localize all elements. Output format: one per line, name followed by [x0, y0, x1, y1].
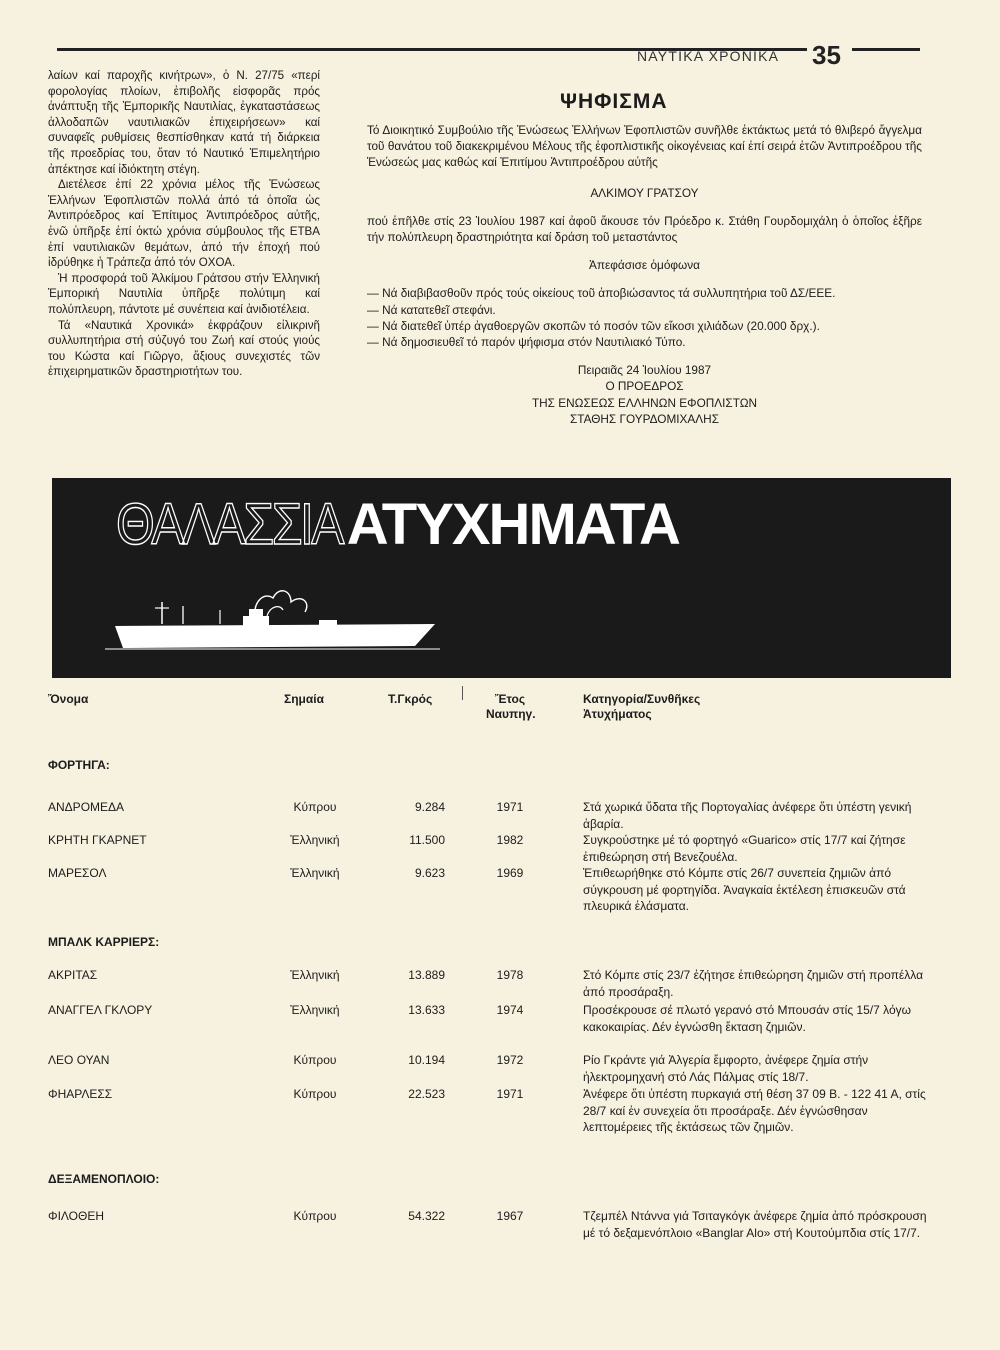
resolution-title: ΨΗΦΙΣΜΑ: [560, 90, 668, 113]
row-flag: Ἑλληνική: [290, 833, 340, 847]
row-description: Συγκρούστηκε μέ τό φορτηγό «Guarico» στίς 17/7 καί ζήτησε ἐπιθεώρηση στή Βενεζουέλα.: [583, 833, 906, 864]
row-name: ΜΑΡΕΣΟΛ: [48, 866, 107, 880]
divider: [462, 686, 463, 700]
row-grt: 13.889: [408, 968, 445, 982]
resolution-intro: Τό Διοικητικό Συμβούλιο τῆς Ἑνώσεως Ἑλλήνων Ἐφοπλιστῶν συνῆλθε ἐκτάκτως μετά τό θλιβερό ἄγγελμα τοῦ θανάτου τοῦ διακεκριμένου Μέλους τῆς ἐφοπλιστικῆς οἰκογένειας καί ἐπί σειρά ἐτῶν Ἀντιπροέδρου τῆς Ἑνώσεώς μας καθώς καί Ἐπιτίμου Ἀντιπροέδρου αὐτῆς: [367, 123, 922, 170]
col-header-category: Κατηγορία/Συνθῆκες: [583, 692, 701, 706]
row-flag: Κύπρου: [293, 1087, 337, 1101]
col-header-flag: Σημαία: [284, 692, 324, 706]
row-description: Ἀνέφερε ὅτι ὑπέστη πυρκαγιά στή θέση 37 09 Β. - 122 41 Α, στίς 28/7 καί ἐν συνεχεία ὅτι προσάραξε. Δέν ἐγνώσθησαν λεπτομέρειες τῆς ἐκτάσεως τῶν ζημιῶν.: [583, 1087, 926, 1134]
paragraph: Τά «Ναυτικά Χρονικά» ἐκφράζουν εἰλικρινῆ συλλυπητήρια στή σύζυγό του Ζωή καί στούς γιούς του Κώστα καί Γιῶργο, ἄξιους συνεχιστές τῶν ἐπιχειρηματικῶν δραστηριοτήτων του.: [48, 318, 320, 379]
left-column-article: [48, 68, 320, 380]
row-year: 1971: [496, 800, 524, 814]
col-header-year-line2: Ναυπηγ.: [486, 707, 536, 721]
row-year: 1982: [496, 833, 524, 847]
row-grt: 10.194: [408, 1053, 445, 1067]
row-year: 1967: [496, 1209, 524, 1223]
row-flag: Κύπρου: [293, 800, 337, 814]
magazine-title: ΝΑΥΤΙΚΑ ΧΡΟΝΙΚΑ: [637, 48, 780, 64]
row-name: ΦΗΑΡΛΕΣΣ: [48, 1087, 113, 1101]
row-grt: 13.633: [408, 1003, 445, 1017]
place-date: Πειραιᾶς 24 Ἰουλίου 1987: [577, 363, 712, 378]
row-name: ΛΕΟ ΟΥΑΝ: [48, 1053, 110, 1067]
row-year: 1971: [496, 1087, 524, 1101]
row-description: Τζεμπέλ Ντάννα γιά Τσιταγκόγκ ἀνέφερε ζημία ἀπό πρόσκρουση μέ τό δεξαμενόπλοιο «Banglar Alo» στή Κουτούμπδια στίς 17/7.: [583, 1209, 927, 1240]
row-name: ΑΝΔΡΟΜΕΔΑ: [48, 800, 125, 814]
page-number: 35: [812, 40, 841, 70]
category-heading: ΔΕΞΑΜΕΝΟΠΛΟΙΟ:: [48, 1172, 160, 1186]
resolution-body: [367, 122, 922, 427]
paragraph: Ἡ προσφορά τοῦ Ἀλκίμου Γράτσου στήν Ἑλληνική Ἐμπορική Ναυτιλία ὑπῆρξε πολύτιμη καί πολύπλευρη, πάντοτε μέ συνέπεια καί ἀνιδιοτέλεια.: [48, 271, 320, 316]
row-description: Στά χωρικά ὕδατα τῆς Πορτογαλίας ἀνέφερε ὅτι ὑπέστη γενική ἀβαρία.: [583, 800, 912, 831]
deceased-name: ΑΛΚΙΜΟΥ ΓΡΑΤΣΟΥ: [590, 185, 699, 200]
row-year: 1969: [496, 866, 524, 880]
row-flag: Ἑλληνική: [290, 968, 340, 982]
row-name: ΑΚΡΙΤΑΣ: [48, 968, 98, 982]
row-year: 1978: [496, 968, 524, 982]
signature-title: Ο ΠΡΟΕΔΡΟΣ: [605, 379, 684, 394]
row-grt: 9.623: [414, 866, 445, 880]
row-description: Προσέκρουσε σέ πλωτό γερανό στό Μπουσάν στίς 15/7 λόγω κακοκαιρίας. Δέν ἐγνώσθη ἔκταση ζημιῶν.: [583, 1003, 911, 1034]
resolution-decided: Ἀπεφάσισε ὁμόφωνα: [589, 258, 700, 273]
row-description: Ρίο Γκράντε γιά Ἀλγερία ἔμφορτο, ἀνέφερε ζημία στήν ἠλεκτρομηχανή στό Λάς Πάλμας στίς 18/7.: [583, 1053, 869, 1084]
row-grt: 54.322: [408, 1209, 445, 1223]
banner-heading: [116, 492, 679, 557]
header-rule-right: [852, 48, 920, 51]
row-year: 1974: [496, 1003, 524, 1017]
banner-word-bold: ΑΤΥΧΗΜΑΤΑ: [346, 492, 679, 557]
row-flag: Ἑλληνική: [290, 866, 340, 880]
signature-name: ΣΤΑΘΗΣ ΓΟΥΡΔΟΜΙΧΑΛΗΣ: [569, 411, 719, 426]
paragraph: Διετέλεσε ἐπί 22 χρόνια μέλος τῆς Ἑνώσεως Ἑλλήνων Ἐφοπλιστῶν πολλά ἀπό τά ὁποῖα ὡς Ἀντιπρόεδρος καί Ἐπίτιμος Ἀντιπρόεδρος αὐτῆς, ἐνῶ ὑπῆρξε ἐπί ὀκτώ χρόνια σύμβουλος τῆς ΕΤΒΑ ἐπί ναυτιλιακῶν θεμάτων, ἀπό τήν ἐποχή πού ἱδρύθηκε ἡ Τράπεζα ἀπό τόν ΟΧΟΑ.: [48, 178, 320, 270]
row-description: Στό Κόμπε στίς 23/7 ἐζήτησε ἐπιθεώρηση ζημιῶν στή προπέλλα ἀπό προσάραξη.: [583, 968, 924, 999]
row-flag: Ἑλληνική: [290, 1003, 340, 1017]
decision-item: — Νά διατεθεῖ ὑπέρ ἀγαθοεργῶν σκοπῶν τό ποσόν τῶν εἴκοσι χιλιάδων (20.000 δρχ.).: [367, 318, 820, 333]
decision-item: — Νά δημοσιευθεῖ τό παρόν ψήφισμα στόν Ναυτιλιακό Τύπο.: [367, 335, 686, 350]
row-name: ΦΙΛΟΘΕΗ: [48, 1209, 105, 1223]
col-header-grt: Τ.Γκρός: [388, 692, 433, 706]
row-description: Ἐπιθεωρήθηκε στό Κόμπε στίς 26/7 συνεπεία ζημιῶν ἀπό σύγκρουση μέ φορτηγίδα. Ἀναγκαία ἐκτέλεση ἐπισκευῶν στά πλευρικά ἐλάσματα.: [583, 866, 906, 913]
paragraph: λαίων καί παροχῆς κινήτρων», ὁ Ν. 27/75 «περί φορολογίας πλοίων, ἐπιβολῆς εἰσφορᾶς πρός ἀνάπτυξη τῆς Ἐμπορικῆς Ναυτιλίας, ἐγκαταστάσεως ἀλλοδαπῶν ναυτιλιακῶν ἐπιχειρήσεων» καί συναφεῖς ρυθμίσεις θεσπίσθηκαν κατά τή διάρκεια τῆς προεδρίας του, ὅταν τό Ναυτικό Ἐπιμελητήριο ἀπέκτησε καί ἰδιόκτητη στέγη.: [48, 69, 320, 176]
ship-illustration-icon: [105, 580, 440, 655]
row-year: 1972: [496, 1053, 524, 1067]
category-heading: ΜΠΑΛΚ ΚΑΡΡΙΕΡΣ:: [48, 935, 160, 949]
category-heading: ΦΟΡΤΗΓΑ:: [48, 758, 110, 772]
row-grt: 22.523: [408, 1087, 445, 1101]
resolution-death: πού ἐπῆλθε στίς 23 Ἰουλίου 1987 καί ἀφοῦ ἄκουσε τόν Πρόεδρο κ. Στάθη Γουρδομιχάλη ὁ ὁποῖος ἐξῆρε τήν πολύπλευρη δραστηριότητα καί δράση τοῦ μεταστάντος: [367, 213, 922, 245]
row-grt: 11.500: [409, 833, 445, 847]
decision-item: — Νά διαβιβασθοῦν πρός τούς οἰκείους τοῦ ἀποβιώσαντος τά συλλυπητήρια τοῦ ΔΣ/ΕΕΕ.: [367, 286, 836, 301]
row-grt: 9.284: [414, 800, 445, 814]
row-name: ΚΡΗΤΗ ΓΚΑΡΝΕΤ: [48, 833, 147, 847]
row-flag: Κύπρου: [293, 1209, 337, 1223]
col-header-year: Ἔτος: [495, 692, 526, 706]
decision-item: — Νά κατατεθεῖ στεφάνι.: [367, 302, 496, 317]
col-header-name: Ὄνομα: [48, 692, 89, 706]
row-name: ΑΝΑΓΓΕΛ ΓΚΛΟΡΥ: [48, 1003, 153, 1017]
row-flag: Κύπρου: [293, 1053, 337, 1067]
banner-word-thin: ΘΑΛΑΣΣΙΑ: [116, 492, 342, 557]
col-header-category-line2: Ἀτυχήματος: [583, 707, 652, 721]
signature-org: ΤΗΣ ΕΝΩΣΕΩΣ ΕΛΛΗΝΩΝ ΕΦΟΠΛΙΣΤΩΝ: [531, 395, 758, 410]
